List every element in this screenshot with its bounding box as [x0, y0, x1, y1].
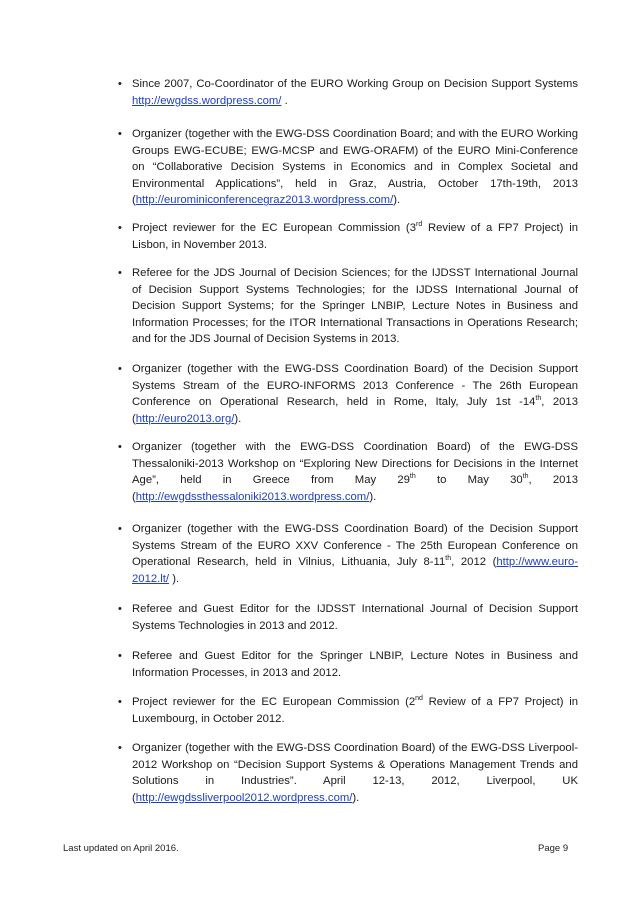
- list-item: • Organizer (together with the EWG-DSS Coordination Board) of the Decision Support Systems Stream of the EURO XXV Conference - The 25th European Conference on Operational Research, held in Vilnius, Lithuania, July 8-11th, 2012 (http://www.euro-2012.lt/ ).: [118, 523, 578, 585]
- list-item: • Referee for the JDS Journal of Decision Sciences; for the IJDSST International Journal of Decision Support Systems Technologies; for the IJDSS International Journal of Decision Support Systems; for the Springer LNBIP, Lecture Notes in Business and Information Processes; for the ITOR International Transactions in Operations Research; and for the JDS Journal of Decision Systems in 2013.: [118, 267, 578, 346]
- list-item: • Referee and Guest Editor for the IJDSST International Journal of Decision Support Systems Technologies in 2013 and 2012.: [118, 603, 578, 632]
- link-euro2012[interactable]: http://www.euro-2012.lt/: [132, 556, 578, 585]
- list-item: • Organizer (together with the EWG-DSS Coordination Board) of the EWG-DSS Liverpool-2012 Workshop on “Decision Support Systems & Operations Management Trends and Solutions in Industries”. April 12-13, 2012, Liverpool, UK (http://ewgdssliverpool2012.wordpress.com/).: [118, 742, 578, 804]
- bullet-icon: •: [118, 696, 122, 708]
- bullet-icon: •: [118, 603, 122, 615]
- list-item: • Since 2007, Co-Coordinator of the EURO Working Group on Decision Support Systems http://ewgdss.wordpress.com/ .: [118, 78, 578, 107]
- list-item: • Referee and Guest Editor for the Springer LNBIP, Lecture Notes in Business and Information Processes, in 2013 and 2012.: [118, 650, 578, 679]
- link-euro2013[interactable]: http://euro2013.org/: [135, 412, 235, 425]
- bullet-icon: •: [118, 742, 122, 754]
- bullet-icon: •: [118, 78, 122, 90]
- list-item: • Organizer (together with the EWG-DSS Coordination Board) of the Decision Support Systems Stream of the EURO-INFORMS 2013 Conference - The 26th European Conference on Operational Research, held in Rome, Italy, July 1st -14th, 2013 (http://euro2013.org/).: [118, 363, 578, 425]
- list-item: • Project reviewer for the EC European Commission (2nd Review of a FP7 Project) in Luxembourg, in October 2012.: [118, 695, 578, 725]
- bullet-icon: •: [118, 650, 122, 662]
- footer-page-number: Page 9: [538, 843, 569, 854]
- bullet-icon: •: [118, 128, 122, 140]
- list-item: • Organizer (together with the EWG-DSS Coordination Board; and with the EURO Working Groups EWG-ECUBE; EWG-MCSP and EWG-ORAFM) of the EURO Mini-Conference on “Collaborative Decision Systems in Economics and in Complex Societal and Environmental Applications”, held in Graz, Austria, October 17th-19th, 2013 (http://eurominiconferencegraz2013.wordpress.com/).: [118, 128, 578, 207]
- bullet-icon: •: [118, 363, 122, 375]
- list-item: • Organizer (together with the EWG-DSS Coordination Board) of the EWG-DSS Thessaloniki-2013 Workshop on “Exploring New Directions for Decisions in the Internet Age”, held in Greece from May 29th to May 30th, 2013 (http://ewgdssthessaloniki2013.wordpress.com/).: [118, 441, 579, 503]
- bullet-icon: •: [118, 523, 122, 535]
- bullet-icon: •: [118, 222, 122, 234]
- link-thessaloniki2013[interactable]: http://ewgdssthessaloniki2013.wordpress.com/: [135, 490, 370, 503]
- bullet-icon: •: [118, 441, 122, 453]
- link-graz2013[interactable]: http://eurominiconferencegraz2013.wordpress.com/: [135, 194, 394, 207]
- link-ewgdss[interactable]: http://ewgdss.wordpress.com/: [132, 94, 282, 107]
- link-liverpool2012[interactable]: http://ewgdssliverpool2012.wordpress.com/: [135, 791, 353, 804]
- bullet-icon: •: [118, 267, 122, 279]
- list-item: • Project reviewer for the EC European Commission (3rd Review of a FP7 Project) in Lisbon, in November 2013.: [118, 221, 578, 251]
- footer-last-updated: Last updated on April 2016.: [63, 843, 179, 854]
